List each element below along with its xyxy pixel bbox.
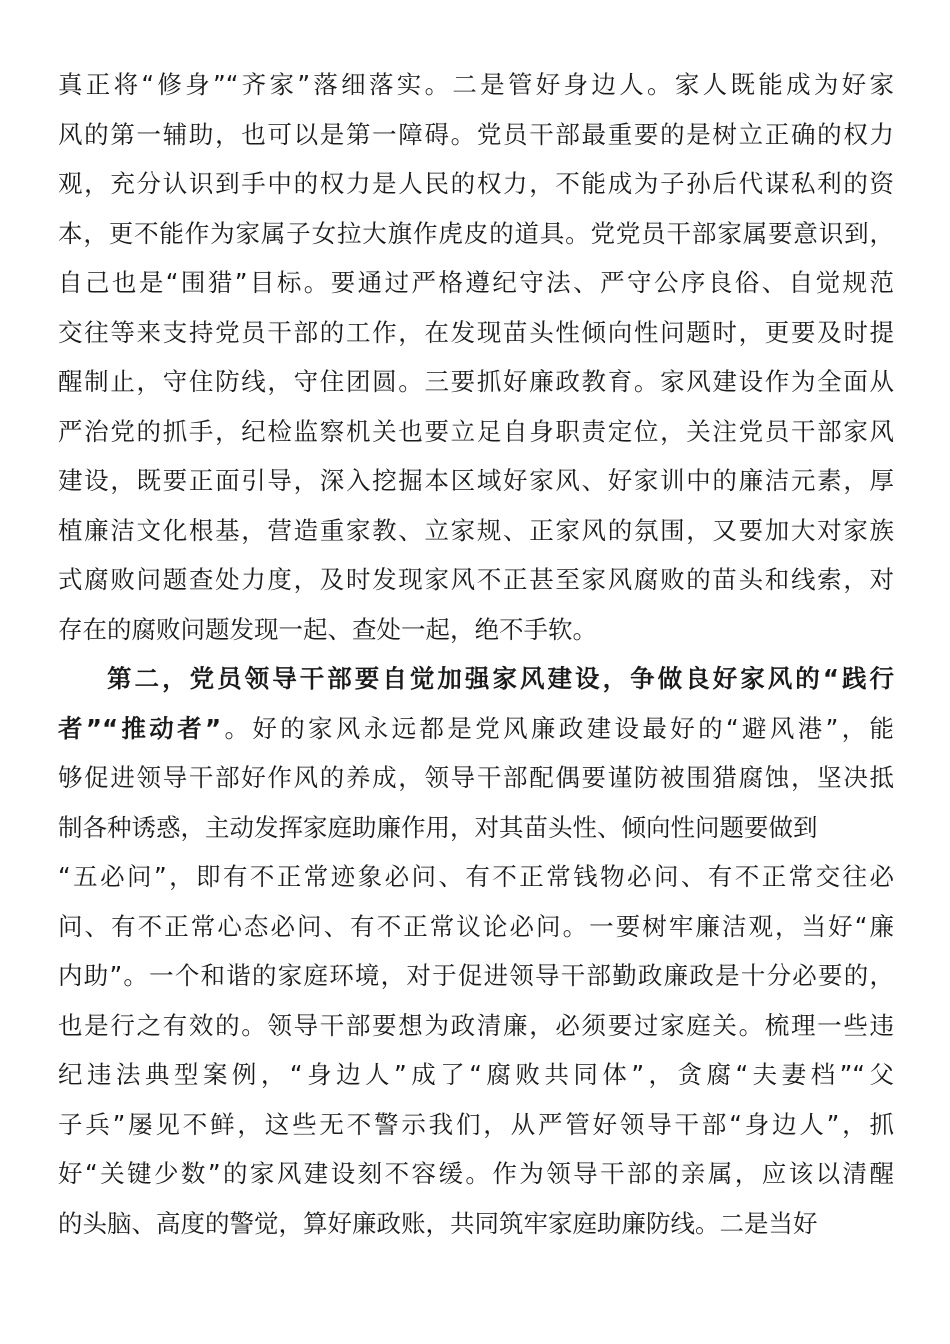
text-line: 式腐败问题查处力度，及时发现家风不正甚至家风腐败的苗头和线索，对 — [58, 565, 894, 594]
text-line — [58, 704, 894, 754]
text-line: 自己也是“围猎”目标。要通过严格遵纪守法、严守公序良俗、自觉规范 — [58, 268, 894, 297]
section-heading: 第二，党员领导干部要自觉加强家风建设，争做良好家风的“践行 — [107, 664, 894, 693]
text-line: 观，充分认识到手中的权力是人民的权力，不能成为子孙后代谋私利的资 — [58, 169, 894, 198]
text-line: 本，更不能作为家属子女拉大旗作虎皮的道具。党党员干部家属要意识到， — [58, 218, 894, 248]
section-heading-continued: 者”“推动者” — [58, 713, 222, 743]
section-heading-line — [58, 654, 894, 704]
text-line: 存在的腐败问题发现一起、查处一起，绝不手软。 — [58, 614, 597, 644]
text-line: 内助”。一个和谐的家庭环境，对于促进领导干部勤政廉政是十分必要的， — [58, 961, 894, 990]
text-line: 的头脑、高度的警觉，算好廉政账，共同筑牢家庭助廉防线。二是当好 — [58, 1208, 818, 1238]
text-line: 严治党的抓手，纪检监察机关也要立足自身职责定位，关注党员干部家风 — [58, 416, 894, 446]
text-line: 醒制止，守住防线，守住团圆。三要抓好廉政教育。家风建设作为全面从 — [58, 367, 894, 396]
text-line: 建设，既要正面引导，深入挖掘本区域好家风、好家训中的廉洁元素，厚 — [58, 466, 894, 495]
text-line: 好“关键少数”的家风建设刻不容缓。作为领导干部的亲属，应该以清醒 — [58, 1159, 894, 1188]
document-body — [58, 60, 894, 1248]
text-line: “五必问”，即有不正常迹象必问、有不正常钱物必问、有不正常交往必 — [58, 862, 894, 891]
text-line: 植廉洁文化根基，营造重家教、立家规、正家风的氛围，又要加大对家族 — [58, 515, 894, 545]
text-line: 真正将“修身”“齐家”落细落实。二是管好身边人。家人既能成为好家 — [58, 70, 894, 99]
text-line: 纪违法典型案例，“身边人”成了“腐败共同体”，贪腐“夫妻档”“父 — [58, 1060, 894, 1089]
text-line: 子兵”屡见不鲜，这些无不警示我们，从严管好领导干部“身边人”，抓 — [58, 1109, 894, 1139]
text-line: 风的第一辅助，也可以是第一障碍。党员干部最重要的是树立正确的权力 — [58, 119, 894, 149]
text-line: 问、有不正常心态必问、有不正常议论必问。一要树牢廉洁观，当好“廉 — [58, 911, 894, 941]
text-line: 交往等来支持党员干部的工作，在发现苗头性倾向性问题时，更要及时提 — [58, 317, 894, 347]
text-line: 制各种诱惑，主动发挥家庭助廉作用，对其苗头性、倾向性问题要做到 — [58, 812, 818, 842]
text-run: 。好的家风永远都是党风廉政建设最好的“避风港”，能 — [221, 713, 894, 743]
text-line: 也是行之有效的。领导干部要想为政清廉，必须要过家庭关。梳理一些违 — [58, 1010, 894, 1040]
text-line: 够促进领导干部好作风的养成，领导干部配偶要谨防被围猎腐蚀，坚决抵 — [58, 763, 894, 792]
